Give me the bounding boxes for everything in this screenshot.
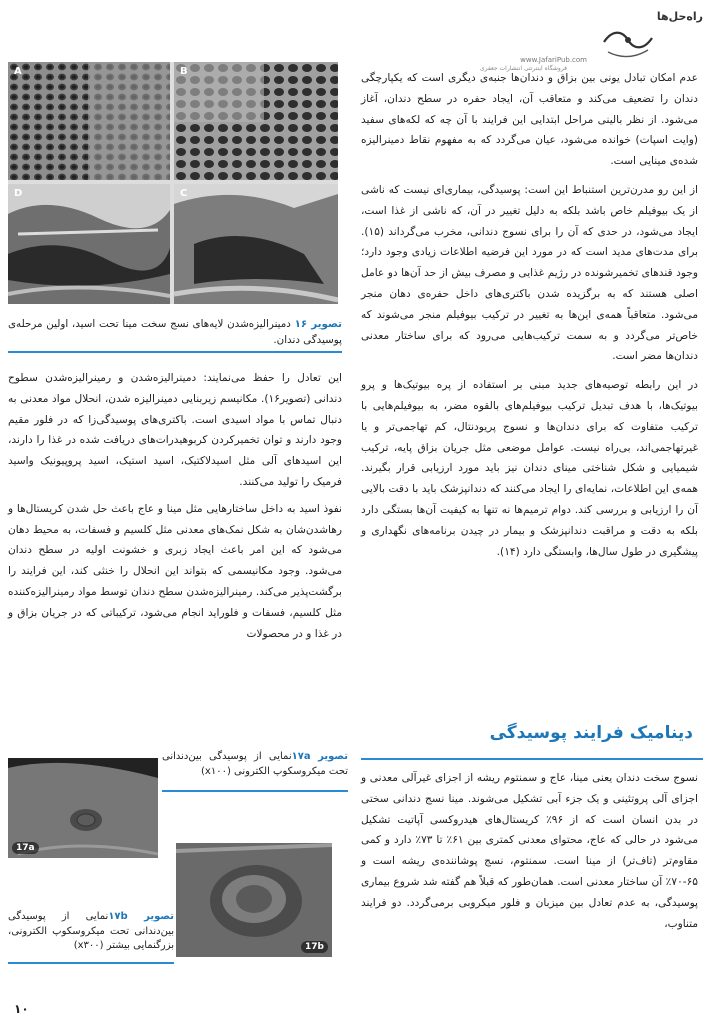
body-paragraph: این تعادل را حفظ می‌نمایند: دمینرالیزه‌شدن و رمینرالیزه‌شدن سطوح دندانی (تصویر۱۶). مکانیسم زیربنایی دمینرالیزه شدن، انحلال مواد معدنی به دنبال تماس با مواد اسیدی است. باکتری‌های پوسیدگی‌زا که در فلور مقیم وجود دارند و توان تخمیرکردن کربوهیدرات‌های دریافت شده در غذا را دارند، این اسیدهای آلی مثل اسیدلاکتیک، اسید استیک، اسید پروپیونیک واسید فرمیک را تولید می‌کنند. <box>8 372 342 488</box>
figure-16-caption-key: تصویر ۱۶ <box>294 318 343 330</box>
figure-17a-badge: 17a <box>12 842 39 854</box>
figure-17a-caption-rule <box>162 790 348 792</box>
publisher-logo-icon <box>598 22 658 64</box>
figure-17b-caption-text: نمایی از پوسیدگی بین‌دندانی تحت میکروسکوپ الکترونی، بزرگنمایی بیشتر (x۳۰۰) <box>8 911 174 951</box>
panel-label-b: B <box>180 66 188 77</box>
page-number: ۱۰ <box>14 1002 29 1016</box>
micrograph-panel-d <box>8 184 170 304</box>
section-heading-rule <box>361 758 703 760</box>
micrograph-panel-c <box>174 184 338 304</box>
enamel-surface-image-a <box>8 62 170 180</box>
figure-17b-image <box>176 843 332 957</box>
tooth-surface-image-17b <box>176 843 332 957</box>
body-paragraph: از این رو مدرن‌ترین استنباط این است: پوسیدگی، بیماری‌ای نیست که ناشی از یک بیوفیلم خاص باشد بلکه به دلیل تغییر در آن، که ناشی از غذا است، ایجاد می‌شود، در حدی که آن را برای نسوج دندانی، مخرب می‌گرداند (۱۵). برای مدت‌های مدید است که در مورد این فرضیه اطلاعات زیادی وجود دارد؛ وجود قندهای تخمیرشونده در رژیم غذایی و مصرف بیش از حد آن‌ها دو عامل اصلی هستند که به برگزیده شدن باکتری‌های داخل حفره‌ی دهان منجر می‌شود. متعاقباً همه‌ی این‌ها به تغییر در ترکیب بیوفیلم منجر می‌شوند که خاص‌تر می‌گردد و به سمت ترکیب‌هایی می‌رود که برای ساختار معدنی دندان‌ها مضر است. <box>361 183 698 363</box>
body-paragraph: نسوج سخت دندان یعنی مینا، عاج و سمنتوم ریشه از اجزای غیرآلی معدنی و اجزای آلی پروتئینی و یک جزء آبی تشکیل می‌شوند. مینا نسج دندانی سختی در بدن انسان است که از ۹۶٪ کریستال‌های هیدروکسی آپاتیت تشکیل می‌شود در حالی که عاج، محتوای معدنی کمتری بین ۶۱٪ تا ۷۳٪ دارد و کمی مقاوم‌تر (تاف‌تر) از مینا است. سمنتوم، نسج پوشاننده‌ی ریشه است و ۶۵-۷۰٪ آن ساختار معدنی است. همان‌طور که قبلاً هم گفته شد شروع بیماری پوسیدگی، به عدم تعادل بین میزبان و فلور میکروبی برمی‌گردد. دو فرایند متناوب، <box>361 772 698 930</box>
right-column-section-text <box>361 768 698 934</box>
figure-17a-image <box>8 758 158 858</box>
enamel-section-image-d <box>8 184 170 304</box>
watermark-subtitle: فروشگاه اینترنتی انتشارات جعفری <box>479 65 567 72</box>
figure-16-micrographs <box>8 62 338 304</box>
figure-17b-caption-key: تصویر ۱۷b <box>108 911 174 922</box>
figure-17a-caption-key: تصویر ۱۷a <box>291 751 348 762</box>
micrograph-panel-a <box>8 62 170 180</box>
left-column-text <box>8 368 342 644</box>
figure-17b-badge: 17b <box>301 941 328 953</box>
enamel-surface-image-b <box>174 62 338 180</box>
running-header-title: راه‌حل‌ها <box>656 10 703 23</box>
figure-17b-caption <box>8 910 174 954</box>
body-paragraph: عدم امکان تبادل یونی بین بزاق و دندان‌ها جنبه‌ی دیگری است که یکپارچگی دندان را تضعیف می‌کند و متعاقب آن، ایجاد حفره در سطح دندان، آغاز می‌شود. از نظر بالینی مراحل ابتدایی این فرایند با آن چه که لکه‌های سفید (وایت اسپات) خوانده می‌شود، عیان می‌گردد که به مفهوم نقاط دمینرالیزه شده‌ی مینایی است. <box>361 72 698 168</box>
watermark-url: www.JafariPub.com <box>520 56 587 64</box>
micrograph-panel-b <box>174 62 338 180</box>
panel-label-a: A <box>14 66 22 77</box>
figure-17a-caption <box>162 750 348 779</box>
body-paragraph: نفوذ اسید به داخل ساختارهایی مثل مینا و عاج باعث حل شدن کریستال‌ها و رهاشدن‌شان به شکل نمک‌های معدنی مثل کلسیم و فسفات، به محیط دهان می‌شود که این امر باعث ایجاد زبری و خشونت اولیه در سطح دندان می‌شود. وجود مکانیسمی که بتواند این انحلال را خنثی کند، این فرایند را برگشت‌پذیر می‌کند. رمینرالیزه‌شدن سطح دندان توسط مواد رمینرالیزه‌کننده مثل کلسیم، فسفات و فلوراید انجام می‌شود، ترکیباتی که در جریان بزاق و در غذا و در محصولات <box>8 502 342 640</box>
figure-17b-caption-rule <box>8 962 174 964</box>
figure-17a-caption-text: نمایی از پوسیدگی بین‌دندانی تحت میکروسکوپ الکترونی (x۱۰۰) <box>162 751 348 777</box>
right-column-text <box>361 68 698 562</box>
enamel-section-image-c <box>174 184 338 304</box>
figure-16-caption-text: دمینرالیزه‌شدن لایه‌های نسج سخت مینا تحت اسید، اولین مرحله‌ی پوسیدگی دندان. <box>8 318 342 346</box>
figure-16-caption <box>8 316 342 348</box>
panel-label-c: C <box>180 188 188 199</box>
panel-label-d: D <box>14 188 23 199</box>
body-paragraph: در این رابطه توصیه‌های جدید مبنی بر استفاده از پره بیوتیک‌ها و پرو بیوتیک‌ها، با هدف تبدیل ترکیب بیوفیلم‌های بالقوه مضر، به بیوفیلم‌هایی با ترکیب متفاوت که برای دندان‌ها و نسوج پریودنتال، کم تهاجمی‌تر و یا غیرتهاجمی‌اند، بی‌راه نیست. عوامل موضعی مثل جریان بزاق پایه، ترکیب شیمیایی و شکل شناختی مینای دندان نیز باید مورد ارزیابی قرار بگیرند. همه‌ی این اطلاعات، نمایه‌ای را ایجاد می‌کنند که دندانپزشک باید با دقت بالایی آن را ارزیابی و بررسی کند. دوام ترمیم‌ها نه تنها به کیفیت آن‌ها بستگی دارد بلکه به دقت و مراقبت دندانپزشک و بیمار در چیدن برنامه‌های نگهداری و پیشگیری در طول سال‌ها، وابستگی دارد (۱۴). <box>361 379 698 558</box>
figure-16-caption-rule <box>8 351 342 353</box>
section-heading: دینامیک فرایند پوسیدگی <box>489 723 693 743</box>
